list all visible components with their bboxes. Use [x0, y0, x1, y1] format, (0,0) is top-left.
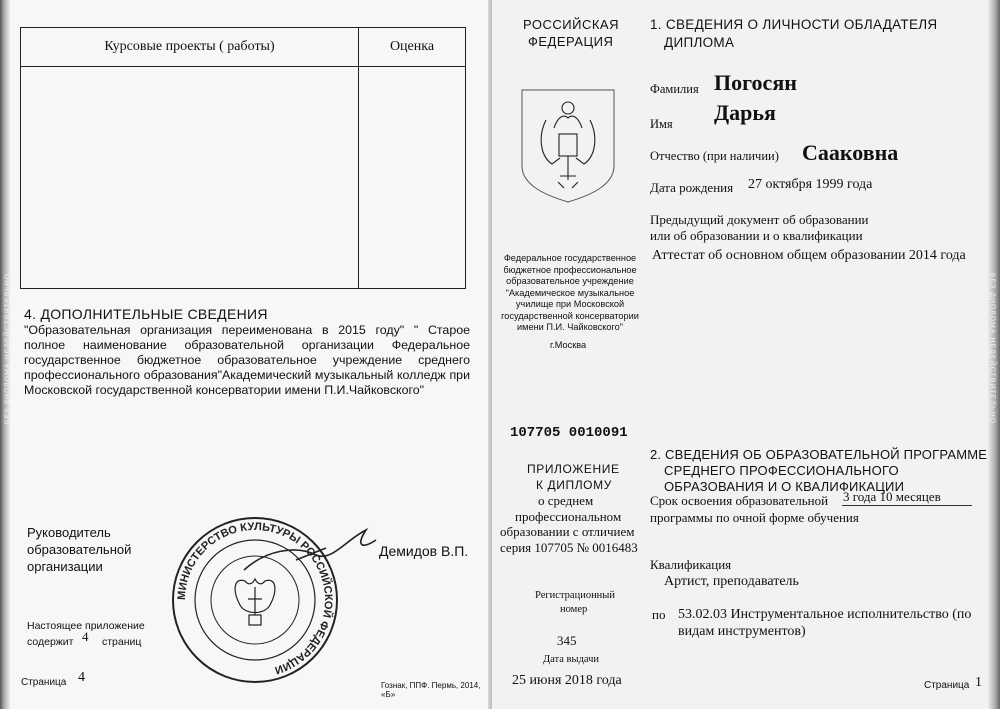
left-page-label: Страница — [21, 677, 67, 688]
specialty-value-1: 53.02.03 Инструментальное исполнительство (по — [678, 607, 972, 622]
patronymic-label: Отчество (при наличии) — [650, 149, 779, 163]
reg-label-1: Регистрационный — [535, 590, 615, 601]
official-seal — [170, 515, 340, 685]
coat-of-arms-icon — [518, 86, 618, 204]
surname-label: Фамилия — [650, 82, 699, 96]
appendix-sub-1: о среднем — [538, 493, 594, 508]
printer-note: Гознак, ППФ. Пермь, 2014, «Б» — [381, 681, 481, 699]
issue-date-label: Дата выдачи — [543, 654, 600, 665]
issue-date: 25 июня 2018 года — [512, 673, 622, 688]
appendix-title-2: К ДИПЛОМУ — [536, 478, 612, 492]
section2-title-1: 2. СВЕДЕНИЯ ОБ ОБРАЗОВАТЕЛЬНОЙ ПРОГРАММЕ — [650, 447, 988, 462]
appendix-series: серия 107705 № 0016483 — [500, 540, 638, 555]
appendix-page-count: 4 — [82, 629, 89, 644]
duration-value: 3 года 10 месяцев — [843, 489, 941, 504]
prev-doc-label-2: или об образовании и о квалификации — [650, 228, 863, 243]
course-projects-cell — [21, 67, 359, 289]
seal-text: МИНИСТЕРСТВО КУЛЬТУРЫ РОССИЙСКОЙ ФЕДЕРАЦИИ — [175, 520, 335, 676]
name-label: Имя — [650, 117, 673, 131]
appendix-count-label-1: Настоящее приложение — [27, 620, 145, 632]
right-page-label: Страница — [924, 680, 970, 691]
head-label-1: Руководитель — [27, 525, 111, 540]
duration-label-2: программы по очной форме обучения — [650, 510, 859, 525]
section2-title-2: СРЕДНЕГО ПРОФЕССИОНАЛЬНОГО — [664, 463, 899, 478]
course-projects-table — [20, 27, 466, 289]
birth-date-value: 27 октября 1999 года — [748, 177, 873, 192]
birth-date-label: Дата рождения — [650, 180, 734, 195]
issuing-city: г.Москва — [550, 340, 587, 350]
patronymic-value: Сааковна — [802, 140, 899, 165]
right-page-number: 1 — [975, 675, 982, 690]
grade-cell — [359, 67, 466, 289]
grade-header: Оценка — [359, 28, 466, 67]
reg-label-2: номер — [560, 604, 588, 615]
section4-text: "Образовательная организация переименована в 2015 году" " Старое полное наименование образовательной организации Федеральное государственное бюджетное образовательное учреждение среднего профессионального образования"Академический музыкальный колледж при Московской государственной консерватории имени П.И.Чайковского" — [24, 323, 470, 397]
head-label-3: организации — [27, 559, 103, 574]
country-line-2: ФЕДЕРАЦИЯ — [528, 34, 614, 49]
appendix-sub-2: профессиональном — [515, 509, 622, 524]
seal-eagle-icon — [235, 579, 275, 625]
issuing-organization: Федеральное государственное бюджетное профессиональное образовательное учреждение "Академическое музыкальное училище при Московской государственной консерватории имени П.И. Чайковского" — [501, 253, 639, 332]
left-edge-text: БЕЗ ДИПЛОМА НЕДЕЙСТВИТЕЛЬНО — [4, 272, 12, 425]
appendix-page-4 — [0, 0, 492, 709]
qualification-label: Квалификация — [650, 557, 732, 572]
section4-title: 4. ДОПОЛНИТЕЛЬНЫЕ СВЕДЕНИЯ — [24, 306, 268, 322]
specialty-value-2: видам инструментов) — [678, 624, 806, 639]
appendix-count-label-2: содержит — [27, 636, 74, 648]
form-number: 107705 0010091 — [510, 425, 628, 441]
course-projects-header: Курсовые проекты ( работы) — [21, 28, 359, 67]
head-name: Демидов В.П. — [379, 543, 469, 559]
name-value: Дарья — [714, 100, 776, 125]
appendix-count-label-3: страниц — [102, 636, 142, 648]
appendix-title-1: ПРИЛОЖЕНИЕ — [527, 462, 620, 476]
section1-title-1: 1. СВЕДЕНИЯ О ЛИЧНОСТИ ОБЛАДАТЕЛЯ — [650, 17, 938, 32]
reg-number: 345 — [557, 633, 577, 648]
specialty-label: по — [652, 607, 666, 622]
head-label-2: образовательной — [27, 542, 132, 557]
section2-title-3: ОБРАЗОВАНИЯ И О КВАЛИФИКАЦИИ — [664, 479, 905, 494]
section1-title-2: ДИПЛОМА — [664, 35, 735, 50]
surname-value: Погосян — [714, 70, 797, 95]
prev-doc-value: Аттестат об основном общем образовании 2014 года — [652, 248, 966, 263]
appendix-sub-3: образовании с отличием — [500, 524, 635, 539]
prev-doc-label-1: Предыдущий документ об образовании — [650, 212, 869, 227]
country-line-1: РОССИЙСКАЯ — [523, 17, 619, 32]
duration-label-1: Срок освоения образовательной — [650, 493, 829, 508]
duration-underline — [842, 505, 972, 506]
right-edge-text: БЕЗ ДИПЛОМА НЕДЕЙСТВИТЕЛЬНО — [988, 272, 996, 425]
qualification-value: Артист, преподаватель — [664, 574, 799, 589]
left-page-number: 4 — [78, 670, 85, 685]
